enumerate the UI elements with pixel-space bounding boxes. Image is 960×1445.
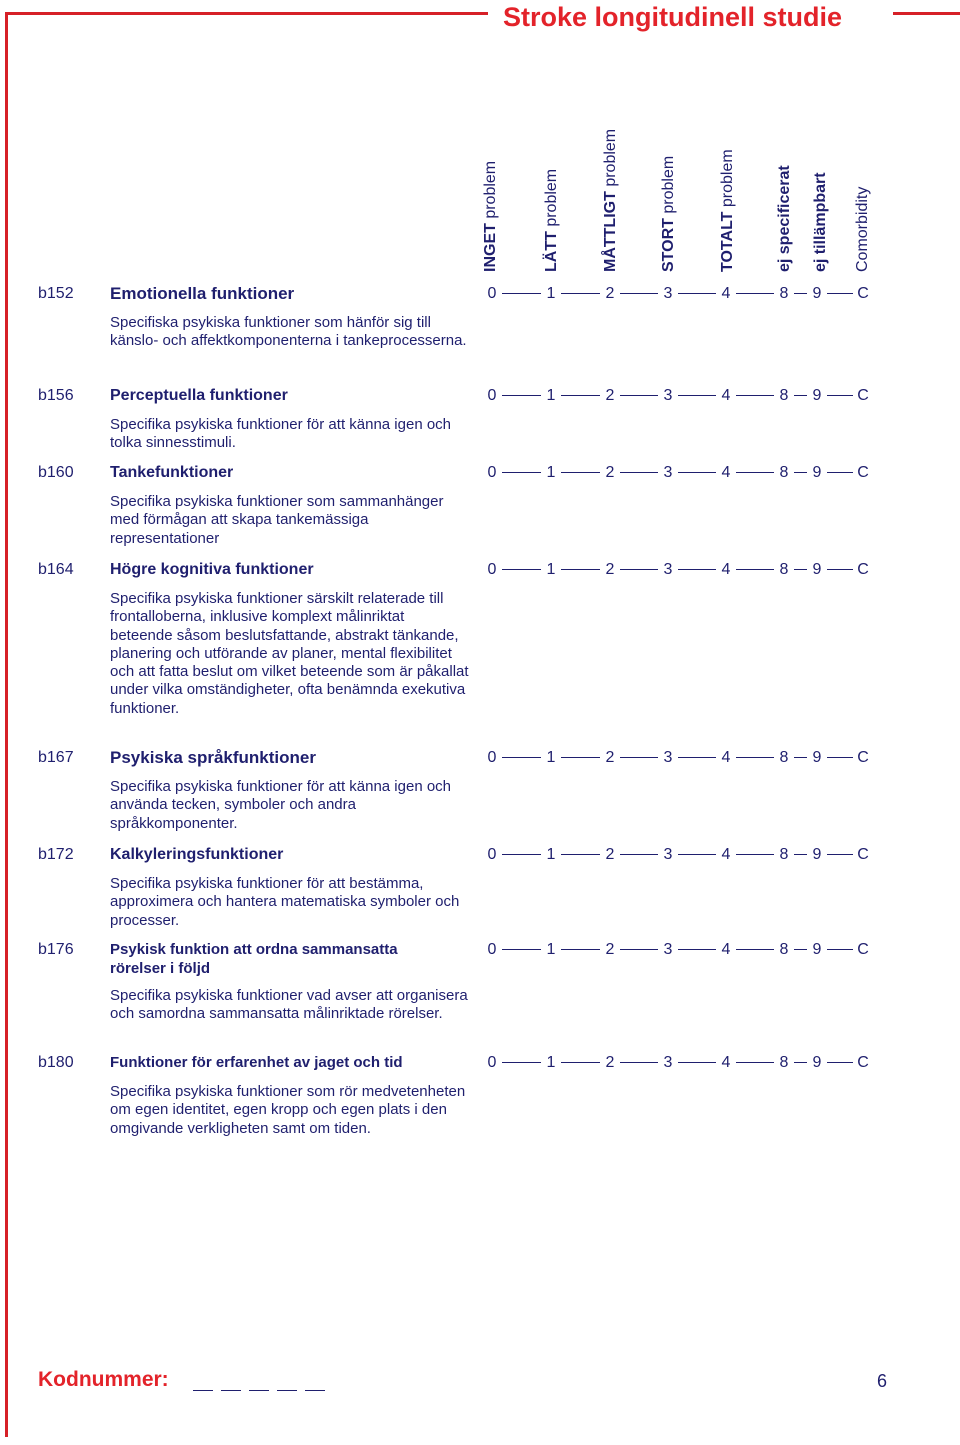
item-title: Högre kognitiva funktioner bbox=[110, 561, 314, 578]
scale-connector bbox=[502, 949, 541, 950]
scale-connector bbox=[794, 472, 807, 473]
scale-option[interactable]: 0 bbox=[487, 285, 497, 302]
scale-connector bbox=[794, 854, 807, 855]
scale-connector bbox=[736, 569, 774, 570]
item-description: Specifika psykiska funktioner för att bestämma, approximera och hantera matematiska symboler och processer. bbox=[110, 875, 460, 929]
scale-connector bbox=[561, 293, 600, 294]
scale-option[interactable]: 9 bbox=[812, 285, 822, 302]
scale-option[interactable]: 9 bbox=[812, 1054, 822, 1071]
scale-option[interactable]: 3 bbox=[663, 285, 673, 302]
column-header-bold: STORT bbox=[660, 218, 677, 272]
scale-option[interactable]: 3 bbox=[663, 387, 673, 404]
scale-option[interactable]: 1 bbox=[546, 941, 556, 958]
scale-option[interactable]: 4 bbox=[721, 387, 731, 404]
scale-option[interactable]: 1 bbox=[546, 846, 556, 863]
scale-connector bbox=[736, 293, 774, 294]
scale-connector bbox=[620, 472, 658, 473]
item-title: Psykisk funktion att ordna sammansatta rörelser i följd bbox=[110, 941, 398, 977]
scale-option[interactable]: 1 bbox=[546, 1054, 556, 1071]
rating-scale bbox=[0, 1053, 960, 1073]
column-header-bold: LÄTT bbox=[543, 231, 560, 272]
rating-scale bbox=[0, 463, 960, 483]
scale-connector bbox=[827, 854, 853, 855]
scale-connector bbox=[827, 293, 853, 294]
item-title: Tankefunktioner bbox=[110, 464, 234, 481]
column-header-rest: problem bbox=[602, 128, 619, 192]
scale-option[interactable]: 8 bbox=[779, 561, 789, 578]
scale-option[interactable]: 3 bbox=[663, 941, 673, 958]
scale-option[interactable]: 9 bbox=[812, 464, 822, 481]
frame-line-left bbox=[5, 12, 8, 1437]
scale-connector bbox=[678, 757, 716, 758]
item-code: b152 bbox=[38, 285, 74, 302]
column-header bbox=[602, 129, 620, 272]
scale-connector bbox=[620, 1062, 658, 1063]
item-description: Specifika psykiska funktioner som sammanhänger med förmågan att skapa tankemässiga representationer bbox=[110, 493, 444, 547]
item-description: Specifika psykiska funktioner för att känna igen och använda tecken, symboler och andra språkkomponenter. bbox=[110, 778, 452, 832]
column-header-bold: TOTALT bbox=[719, 211, 736, 272]
item-code: b172 bbox=[38, 846, 74, 863]
code-digit-blank[interactable] bbox=[221, 1390, 241, 1391]
column-header-bold: ej tillämpbart bbox=[812, 172, 829, 272]
scale-option[interactable]: 0 bbox=[487, 941, 497, 958]
scale-option[interactable]: 2 bbox=[605, 561, 615, 578]
rating-scale bbox=[0, 748, 960, 768]
column-header-rest: problem bbox=[719, 149, 736, 212]
scale-option[interactable]: 3 bbox=[663, 464, 673, 481]
frame-line-top-right bbox=[893, 12, 960, 15]
column-header bbox=[812, 172, 830, 272]
scale-option[interactable]: 1 bbox=[546, 387, 556, 404]
column-header bbox=[482, 161, 500, 272]
scale-connector bbox=[678, 293, 716, 294]
scale-connector bbox=[620, 854, 658, 855]
scale-connector bbox=[502, 1062, 541, 1063]
scale-connector bbox=[794, 395, 807, 396]
column-header-rest: Comorbidity bbox=[854, 186, 871, 272]
scale-option[interactable]: 8 bbox=[779, 941, 789, 958]
rating-scale bbox=[0, 386, 960, 406]
scale-connector bbox=[620, 757, 658, 758]
column-header-rest: problem bbox=[482, 160, 499, 224]
column-header bbox=[854, 187, 872, 272]
scale-option[interactable]: 4 bbox=[721, 464, 731, 481]
scale-option[interactable]: 8 bbox=[779, 387, 789, 404]
scale-option[interactable]: 4 bbox=[721, 846, 731, 863]
scale-connector bbox=[678, 472, 716, 473]
item-title: Funktioner för erfarenhet av jaget och tid bbox=[110, 1054, 403, 1071]
scale-option[interactable]: 2 bbox=[605, 1054, 615, 1071]
scale-option[interactable]: C bbox=[857, 387, 869, 404]
scale-connector bbox=[794, 1062, 807, 1063]
code-number-label: Kodnummer: bbox=[38, 1368, 169, 1391]
scale-option[interactable]: 2 bbox=[605, 285, 615, 302]
column-header-rest: problem bbox=[660, 155, 677, 219]
item-code: b160 bbox=[38, 464, 74, 481]
scale-connector bbox=[502, 854, 541, 855]
scale-connector bbox=[678, 569, 716, 570]
scale-option[interactable]: C bbox=[857, 941, 869, 958]
scale-connector bbox=[678, 1062, 716, 1063]
item-title: Perceptuella funktioner bbox=[110, 387, 288, 404]
rating-scale bbox=[0, 560, 960, 580]
scale-option[interactable]: 0 bbox=[487, 387, 497, 404]
column-header bbox=[660, 156, 678, 272]
item-code: b167 bbox=[38, 749, 74, 766]
scale-connector bbox=[620, 949, 658, 950]
scale-connector bbox=[620, 293, 658, 294]
item-description: Specifiska psykiska funktioner som hänför sig till känslo- och affektkomponenterna i tankeprocesserna. bbox=[110, 314, 467, 350]
column-header-bold: INGET bbox=[482, 223, 499, 272]
scale-option[interactable]: 9 bbox=[812, 387, 822, 404]
scale-connector bbox=[678, 395, 716, 396]
scale-option[interactable]: 9 bbox=[812, 561, 822, 578]
scale-connector bbox=[678, 949, 716, 950]
scale-connector bbox=[502, 472, 541, 473]
scale-option[interactable]: 8 bbox=[779, 749, 789, 766]
scale-connector bbox=[502, 395, 541, 396]
scale-connector bbox=[678, 854, 716, 855]
page-title: Stroke longitudinell studie bbox=[503, 2, 843, 32]
scale-option[interactable]: 2 bbox=[605, 846, 615, 863]
scale-option[interactable]: C bbox=[857, 846, 869, 863]
scale-connector bbox=[620, 395, 658, 396]
scale-option[interactable]: C bbox=[857, 464, 869, 481]
column-header-bold: MÅTTLIGT bbox=[602, 191, 619, 272]
scale-connector bbox=[827, 472, 853, 473]
scale-connector bbox=[561, 949, 600, 950]
item-code: b156 bbox=[38, 387, 74, 404]
scale-option[interactable]: 2 bbox=[605, 387, 615, 404]
code-digit-blank[interactable] bbox=[277, 1390, 297, 1391]
scale-option[interactable]: C bbox=[857, 285, 869, 302]
code-digit-blank[interactable] bbox=[305, 1390, 325, 1391]
scale-option[interactable]: 0 bbox=[487, 1054, 497, 1071]
scale-connector bbox=[827, 949, 853, 950]
item-code: b180 bbox=[38, 1054, 74, 1071]
scale-connector bbox=[827, 395, 853, 396]
scale-connector bbox=[827, 569, 853, 570]
scale-option[interactable]: 4 bbox=[721, 941, 731, 958]
page-number: 6 bbox=[877, 1371, 888, 1391]
scale-option[interactable]: 2 bbox=[605, 941, 615, 958]
scale-option[interactable]: 2 bbox=[605, 749, 615, 766]
scale-connector bbox=[561, 395, 600, 396]
scale-option[interactable]: 4 bbox=[721, 1054, 731, 1071]
frame-line-top-left bbox=[5, 12, 488, 15]
scale-connector bbox=[736, 472, 774, 473]
scale-option[interactable]: C bbox=[857, 561, 869, 578]
rating-scale bbox=[0, 940, 960, 960]
item-description: Specifika psykiska funktioner särskilt relaterade till frontalloberna, inklusive komplext målinriktat beteende såsom beslutsfattande, abstrakt tänkande, planering och utförande av planer, mental flexibilitet och att fatta beslut om vilket beteende som är påkallat under vilka omständigheter, ofta benämnda exekutiva funktioner. bbox=[110, 590, 469, 717]
scale-connector bbox=[502, 569, 541, 570]
code-digit-blank[interactable] bbox=[249, 1390, 269, 1391]
scale-connector bbox=[736, 395, 774, 396]
scale-option[interactable]: 3 bbox=[663, 1054, 673, 1071]
scale-option[interactable]: 1 bbox=[546, 749, 556, 766]
column-header-rest: problem bbox=[543, 168, 560, 232]
item-description: Specifika psykiska funktioner som rör medvetenheten om egen identitet, egen kropp och egen plats i den omgivande verkligheten samt om tiden. bbox=[110, 1083, 466, 1137]
scale-connector bbox=[502, 757, 541, 758]
scale-connector bbox=[561, 854, 600, 855]
scale-option[interactable]: 3 bbox=[663, 561, 673, 578]
column-header-bold: ej specificerat bbox=[776, 165, 793, 272]
scale-option[interactable]: 8 bbox=[779, 464, 789, 481]
rating-scale bbox=[0, 845, 960, 865]
scale-connector bbox=[620, 569, 658, 570]
scale-connector bbox=[794, 293, 807, 294]
scale-option[interactable]: 4 bbox=[721, 561, 731, 578]
column-header bbox=[719, 149, 737, 272]
scale-option[interactable]: 0 bbox=[487, 846, 497, 863]
scale-option[interactable]: C bbox=[857, 1054, 869, 1071]
column-header bbox=[776, 165, 794, 272]
scale-option[interactable]: 8 bbox=[779, 285, 789, 302]
scale-option[interactable]: 8 bbox=[779, 1054, 789, 1071]
item-code: b176 bbox=[38, 941, 74, 958]
scale-option[interactable]: 9 bbox=[812, 846, 822, 863]
scale-connector bbox=[794, 949, 807, 950]
scale-option[interactable]: 0 bbox=[487, 464, 497, 481]
scale-connector bbox=[561, 569, 600, 570]
scale-connector bbox=[736, 949, 774, 950]
scale-option[interactable]: 4 bbox=[721, 285, 731, 302]
scale-option[interactable]: 0 bbox=[487, 561, 497, 578]
scale-connector bbox=[736, 1062, 774, 1063]
scale-option[interactable]: 1 bbox=[546, 561, 556, 578]
scale-connector bbox=[827, 1062, 853, 1063]
code-digit-blank[interactable] bbox=[193, 1390, 213, 1391]
column-header bbox=[543, 169, 561, 272]
item-title: Psykiska språkfunktioner bbox=[110, 748, 316, 767]
scale-connector bbox=[736, 757, 774, 758]
scale-connector bbox=[561, 472, 600, 473]
scale-option[interactable]: 8 bbox=[779, 846, 789, 863]
item-title: Kalkyleringsfunktioner bbox=[110, 846, 284, 863]
scale-connector bbox=[827, 757, 853, 758]
scale-option[interactable]: 4 bbox=[721, 749, 731, 766]
scale-option[interactable]: C bbox=[857, 749, 869, 766]
scale-option[interactable]: 9 bbox=[812, 941, 822, 958]
scale-option[interactable]: 3 bbox=[663, 749, 673, 766]
scale-connector bbox=[794, 757, 807, 758]
item-description: Specifika psykiska funktioner vad avser att organisera och samordna sammansatta målinriktade rörelser. bbox=[110, 987, 468, 1023]
scale-connector bbox=[794, 569, 807, 570]
scale-connector bbox=[561, 1062, 600, 1063]
item-code: b164 bbox=[38, 561, 74, 578]
scale-option[interactable]: 2 bbox=[605, 464, 615, 481]
rating-scale bbox=[0, 284, 960, 304]
scale-connector bbox=[561, 757, 600, 758]
scale-option[interactable]: 0 bbox=[487, 749, 497, 766]
scale-option[interactable]: 9 bbox=[812, 749, 822, 766]
item-description: Specifika psykiska funktioner för att känna igen och tolka sinnesstimuli. bbox=[110, 416, 452, 452]
scale-option[interactable]: 3 bbox=[663, 846, 673, 863]
scale-connector bbox=[736, 854, 774, 855]
scale-option[interactable]: 1 bbox=[546, 464, 556, 481]
scale-connector bbox=[502, 293, 541, 294]
scale-option[interactable]: 1 bbox=[546, 285, 556, 302]
item-title: Emotionella funktioner bbox=[110, 284, 295, 303]
